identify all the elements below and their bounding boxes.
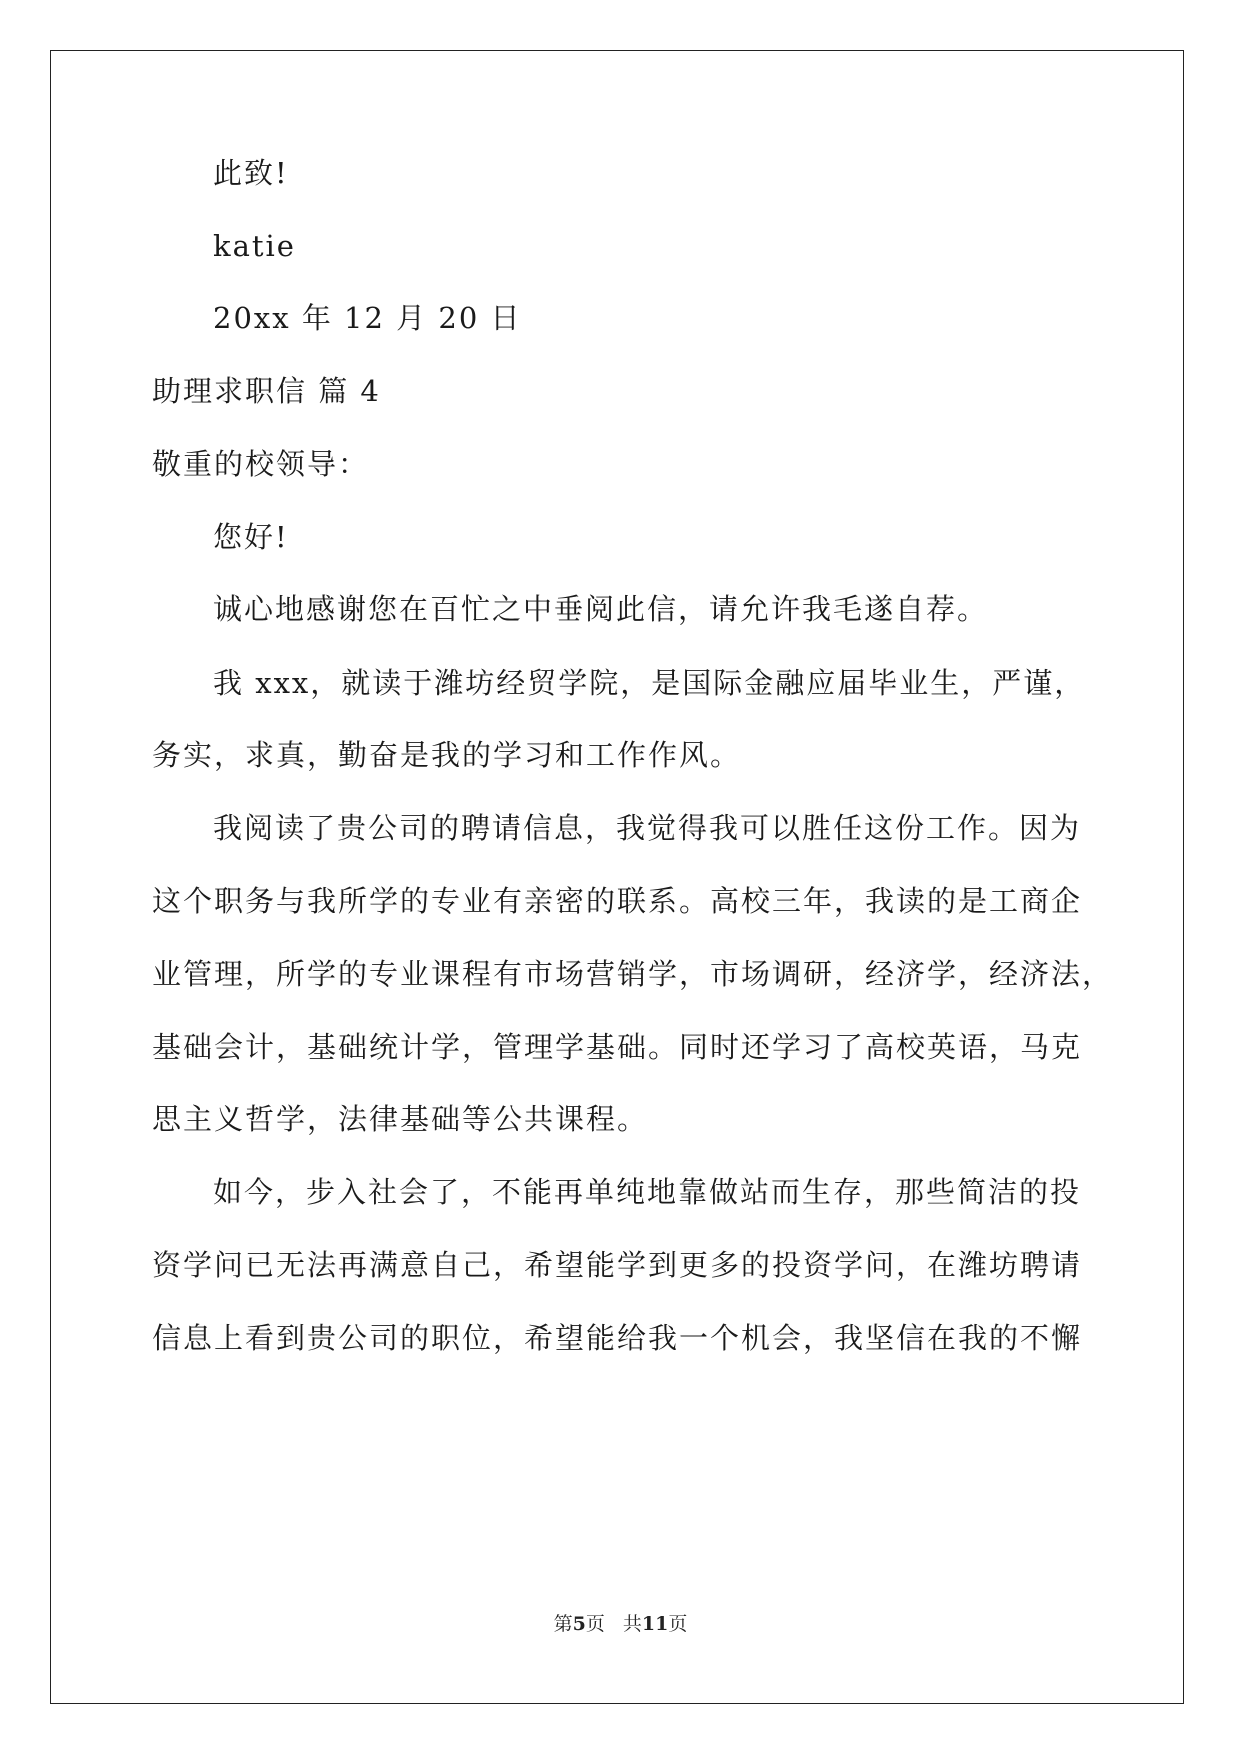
paragraph-line: 资学问已无法再满意自己，希望能学到更多的投资学问，在潍坊聘请	[152, 1248, 1083, 1282]
signature-date: 20xx 年 12 月 20 日	[213, 301, 522, 335]
total-prefix: 共	[622, 1613, 642, 1635]
paragraph-line: 信息上看到贵公司的职位，希望能给我一个机会，我坚信在我的不懈	[152, 1321, 1083, 1355]
closing-salutation: 此致!	[213, 156, 289, 190]
paragraph-line: 我阅读了贵公司的聘请信息，我觉得我可以胜任这份工作。因为	[213, 811, 1082, 845]
paragraph-line: 务实，求真，勤奋是我的学习和工作作风。	[152, 738, 742, 772]
paragraph-line: 这个职务与我所学的专业有亲密的联系。高校三年，我读的是工商企	[152, 884, 1083, 918]
total-page-number: 11	[641, 1613, 669, 1635]
paragraph-line: 基础会计，基础统计学，管理学基础。同时还学习了高校英语，马克	[152, 1030, 1083, 1064]
paragraph-line: 诚心地感谢您在百忙之中垂阅此信，请允许我毛遂自荐。	[213, 592, 989, 626]
page-footer	[0, 1612, 1241, 1636]
greeting-line: 您好!	[213, 520, 289, 554]
page-prefix: 第	[553, 1613, 573, 1635]
page-suffix: 页	[585, 1613, 605, 1635]
current-page-number: 5	[572, 1613, 586, 1635]
paragraph-line: 我 xxx，就读于潍坊经贸学院，是国际金融应届毕业生，严谨，	[213, 666, 1086, 700]
section-heading: 助理求职信 篇 4	[152, 374, 381, 408]
total-suffix: 页	[668, 1613, 688, 1635]
paragraph-line: 如今，步入社会了，不能再单纯地靠做站而生存，那些简洁的投	[213, 1175, 1082, 1209]
letter-greeting: 敬重的校领导：	[152, 447, 370, 481]
signature-name: katie	[213, 229, 296, 263]
paragraph-line: 业管理，所学的专业课程有市场营销学，市场调研，经济学，经济法，	[152, 957, 1114, 991]
paragraph-line: 思主义哲学，法律基础等公共课程。	[152, 1102, 649, 1136]
